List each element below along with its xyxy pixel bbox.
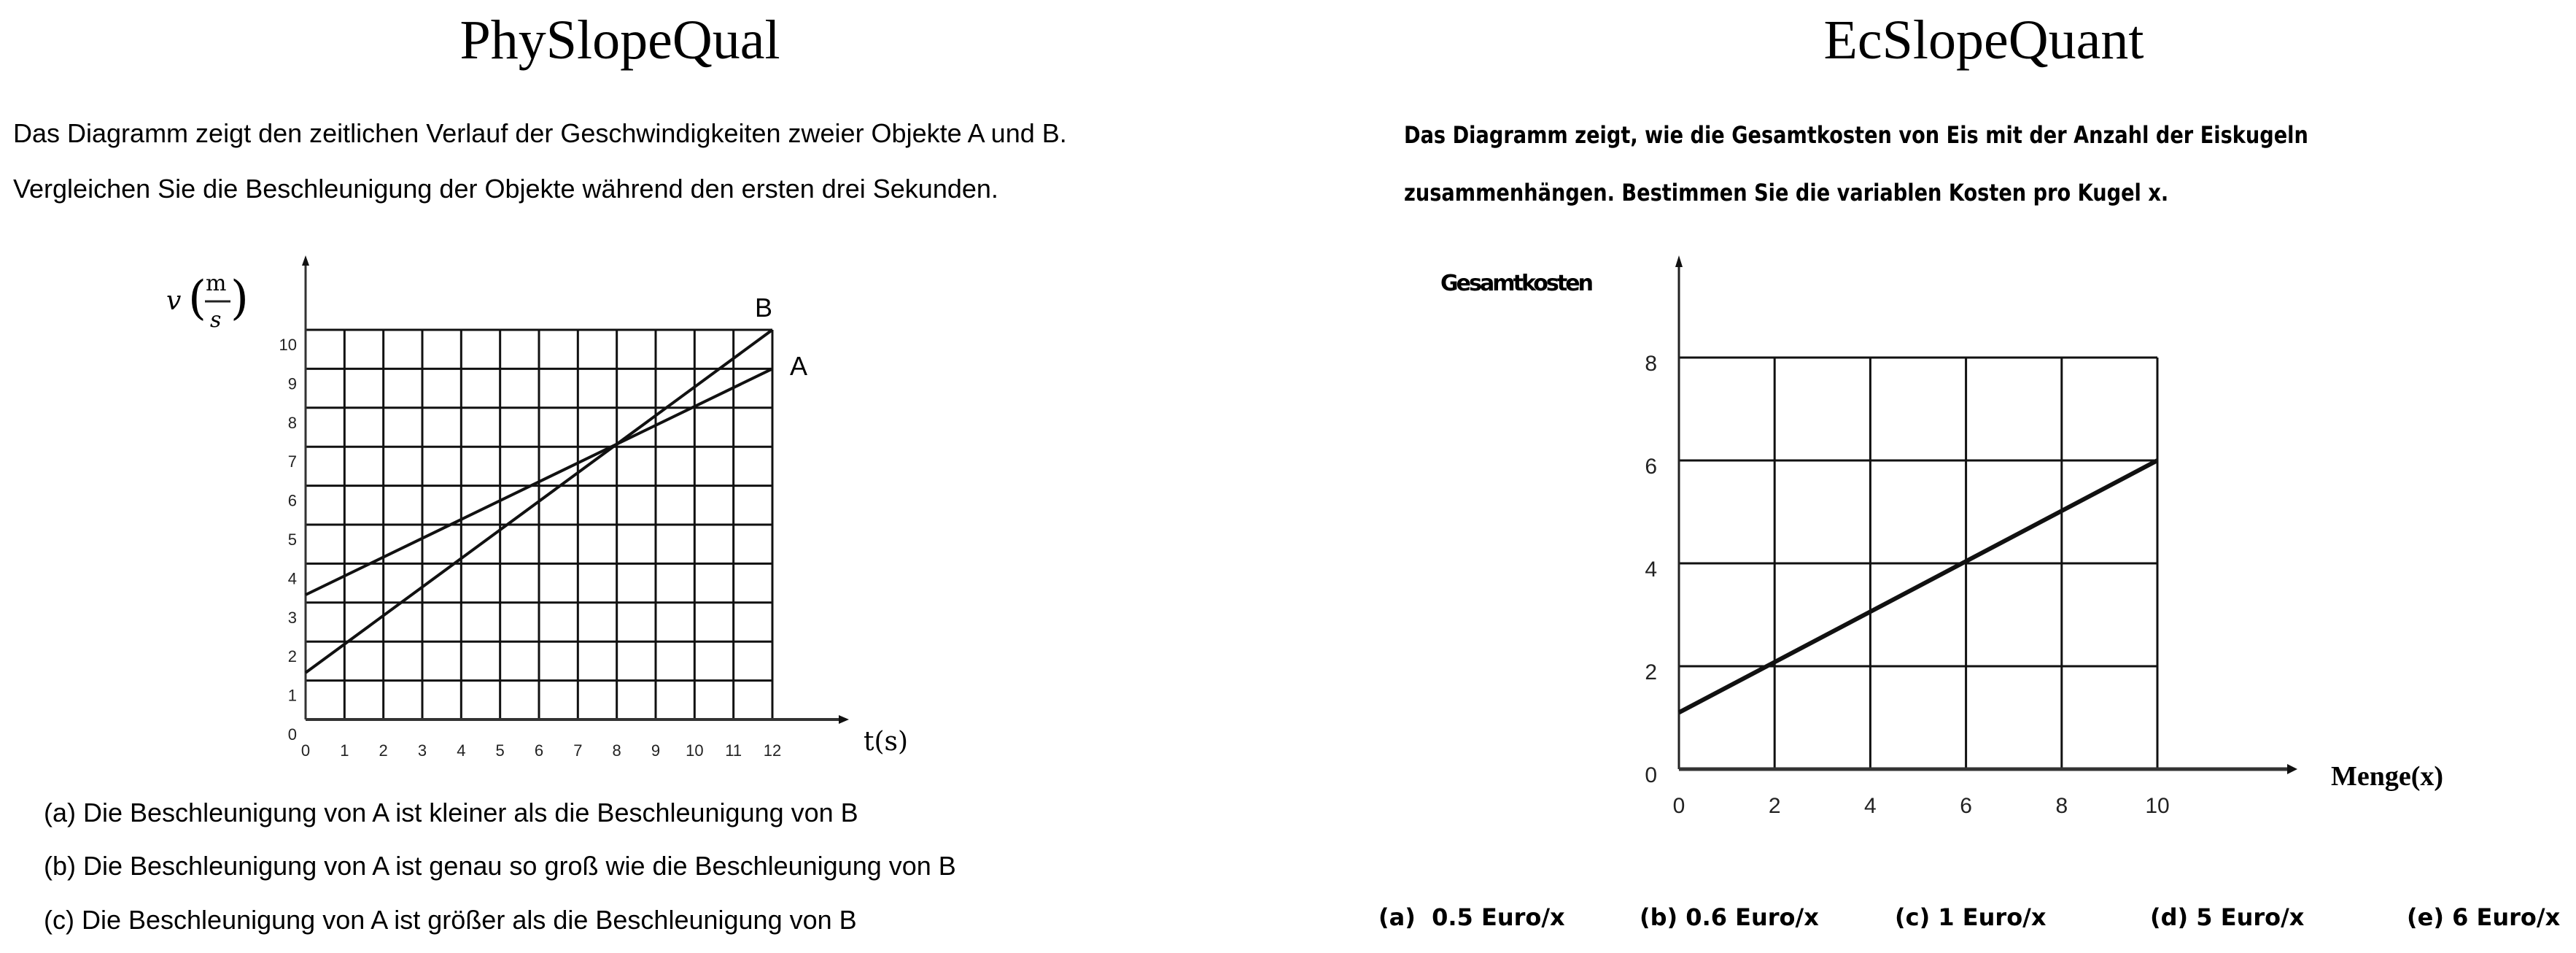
x-tick: 6	[1960, 794, 1972, 818]
y-tick: 6	[1645, 455, 1657, 479]
y-tick: 4	[287, 569, 297, 588]
x-axis-label: t(s)	[864, 727, 909, 757]
y-tick: 9	[287, 374, 297, 393]
svg-text:m: m	[206, 271, 227, 296]
x-tick: 11	[725, 741, 742, 760]
right-panel-title: EcSlopeQuant	[1823, 9, 2144, 71]
total-cost-line	[1679, 460, 2157, 712]
y-tick: 4	[1645, 557, 1657, 582]
x-tick: 8	[612, 741, 621, 760]
y-tick: 8	[287, 413, 297, 432]
right-chart-grid	[1679, 358, 2157, 769]
x-tick: 12	[763, 741, 782, 760]
x-tick: 9	[651, 741, 661, 760]
right-question-line-2: zusammenhängen. Bestimmen Sie die variablen Kosten pro Kugel x.	[1404, 179, 2169, 207]
x-tick: 6	[534, 741, 544, 760]
x-tick: 10	[2145, 794, 2170, 818]
left-question-line-2: Vergleichen Sie die Beschleunigung der Objekte während den ersten drei Sekunden.	[13, 174, 998, 204]
svg-text:): )	[230, 271, 249, 325]
right-option-a[interactable]: (a) 0.5 Euro/x	[1378, 903, 1565, 931]
x-tick: 4	[1864, 794, 1877, 818]
y-axis-label: Gesamtkosten	[1440, 271, 1594, 296]
left-option-b[interactable]: (b) Die Beschleunigung von A ist genau so groß wie die Beschleunigung von B	[44, 851, 956, 881]
x-axis-arrow-icon	[2287, 764, 2297, 774]
x-tick: 2	[379, 741, 388, 760]
x-tick: 7	[573, 741, 583, 760]
series-b-label: B	[755, 293, 773, 323]
y-tick: 1	[287, 686, 297, 705]
y-tick: 2	[1645, 660, 1657, 684]
right-option-c[interactable]: (c) 1 Euro/x	[1895, 903, 2047, 931]
right-option-b[interactable]: (b) 0.6 Euro/x	[1640, 903, 1819, 931]
y-tick: 5	[287, 530, 297, 549]
left-option-a[interactable]: (a) Die Beschleunigung von A ist kleiner als die Beschleunigung von B	[44, 798, 858, 827]
y-axis-arrow-icon	[1675, 255, 1683, 267]
x-tick-labels	[1673, 794, 2170, 818]
x-tick: 1	[340, 741, 349, 760]
x-tick: 0	[1672, 794, 1685, 818]
y-tick: 0	[1645, 763, 1657, 787]
x-tick: 2	[1768, 794, 1781, 818]
y-tick: 3	[287, 608, 297, 627]
x-axis-label: Menge(x)	[2331, 761, 2444, 792]
right-question-line-1: Das Diagramm zeigt, wie die Gesamtkosten von Eis mit der Anzahl der Eiskugeln	[1404, 121, 2308, 149]
x-tick: 3	[417, 741, 427, 760]
left-panel-title: PhySlopeQual	[459, 9, 780, 71]
y-tick: 8	[1645, 352, 1657, 376]
y-tick: 0	[287, 725, 297, 744]
y-tick: 7	[287, 452, 297, 471]
svg-text:v: v	[166, 286, 182, 316]
x-tick: 8	[2055, 794, 2068, 818]
x-tick: 10	[686, 741, 704, 760]
series-a-label: A	[790, 351, 808, 381]
right-option-e[interactable]: (e) 6 Euro/x	[2407, 903, 2561, 931]
y-tick: 10	[279, 336, 297, 354]
svg-text:(: (	[188, 271, 206, 325]
x-tick: 4	[457, 741, 466, 760]
y-tick: 6	[287, 491, 297, 510]
svg-text:s: s	[210, 307, 222, 333]
right-option-d[interactable]: (d) 5 Euro/x	[2150, 903, 2305, 931]
x-tick: 5	[495, 741, 505, 760]
x-tick: 0	[300, 741, 311, 760]
y-tick: 2	[287, 647, 297, 666]
left-option-c[interactable]: (c) Die Beschleunigung von A ist größer als die Beschleunigung von B	[44, 905, 857, 935]
y-tick-labels	[1645, 352, 1657, 787]
left-question-line-1: Das Diagramm zeigt den zeitlichen Verlauf der Geschwindigkeiten zweier Objekte A und B.	[13, 118, 1067, 148]
